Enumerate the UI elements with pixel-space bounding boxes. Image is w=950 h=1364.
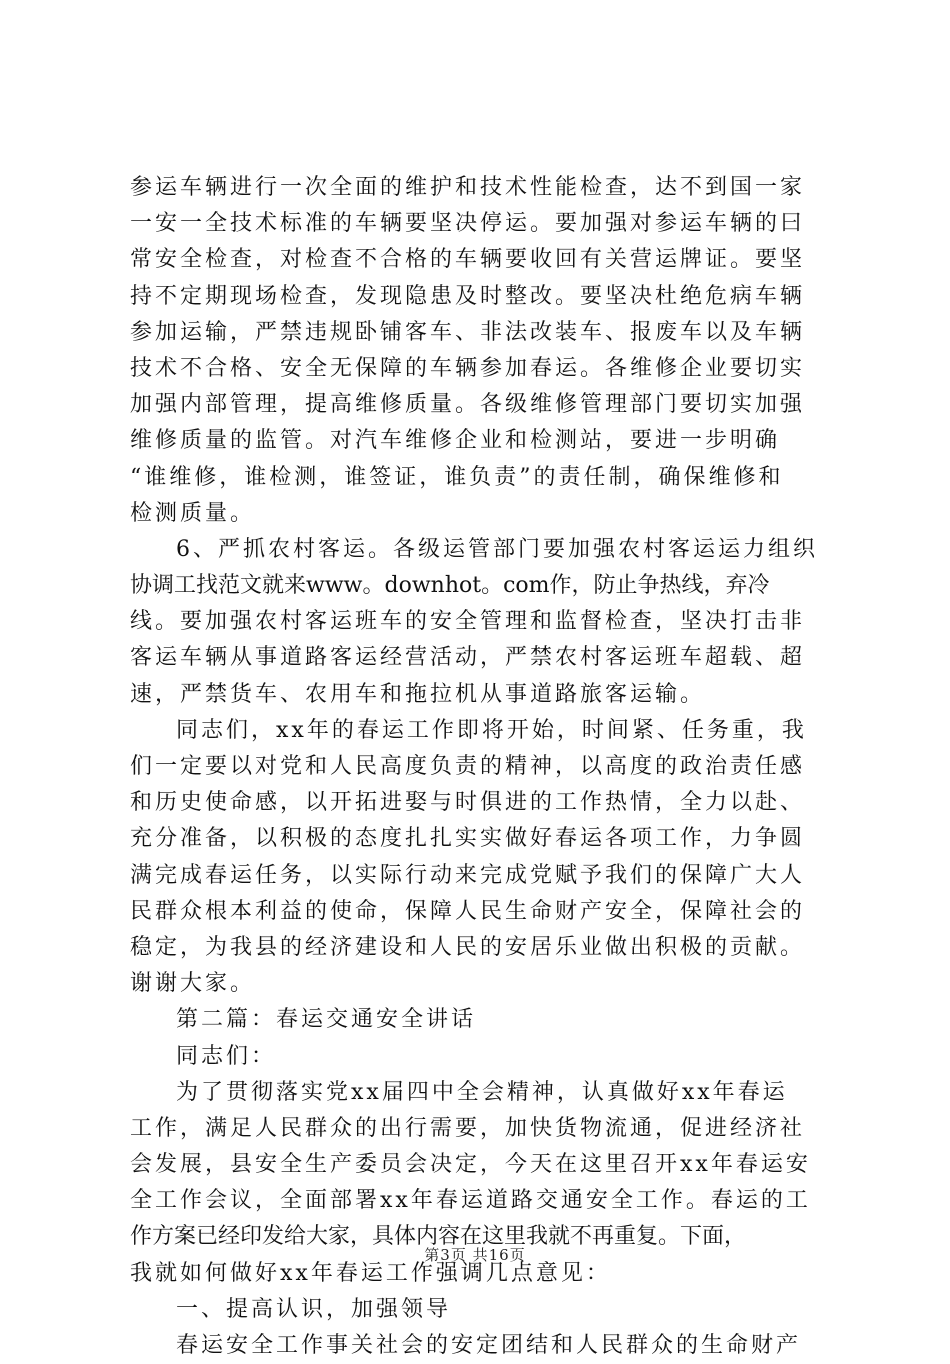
text-line: 谢谢大家。	[130, 971, 256, 997]
document-body	[130, 170, 830, 1364]
text-line: 和历史使命感，以开拓进娶与时俱进的工作热情，全力以赴、	[130, 790, 806, 816]
text-line: 同志们，xx年的春运工作即将开始，时间紧、任务重，我	[176, 717, 807, 743]
text-line: 维修质量的监管。对汽车维修企业和检测站，要进一步明确	[130, 428, 781, 454]
text-line: 第二篇：春运交通安全讲话	[176, 1007, 477, 1033]
text-line: 满完成春运任务，以实际行动来完成党赋予我们的保障广大人	[130, 862, 806, 888]
text-line: 一安一全技术标准的车辆要坚决停运。要加强对参运车辆的曰	[130, 211, 806, 237]
text-line: 全工作会议，全面部署xx年春运道路交通安全工作。春运的工	[130, 1188, 811, 1214]
text-line: 工作，满足人民群众的出行需要，加快货物流通，促进经济社	[130, 1115, 806, 1141]
text-line: 作方案已经印发给大家，具体内容在这里我就不再重复。下面，	[130, 1224, 747, 1250]
text-line: 加强内部管理，提高维修质量。各级维修管理部门要切实加强	[130, 392, 806, 418]
text-line: 为了贯彻落实党xx届四中全会精神，认真做好xx年春运	[176, 1079, 788, 1105]
text-line: 同志们：	[176, 1043, 277, 1069]
text-line: 持不定期现场检查，发现隐患及时整改。要坚决杜绝危病车辆	[130, 283, 806, 309]
text-line: 一、提高认识，加强领导	[176, 1296, 452, 1322]
text-line: 6、严抓农村客运。各级运管部门要加强农村客运运力组织	[176, 536, 818, 562]
text-line: 速，严禁货车、农用车和拖拉机从事道路旅客运输。	[130, 681, 706, 707]
text-line: 常安全检查，对检查不合格的车辆要收回有关营运牌证。要坚	[130, 247, 806, 273]
text-line: 我就如何做好xx年春运工作强调几点意见：	[130, 1260, 611, 1286]
text-line: “谁维修，谁检测，谁签证，谁负责”的责任制，确保维修和	[130, 464, 784, 490]
text-line: 会发展，县安全生产委员会决定，今天在这里召开xx年春运安	[130, 1152, 811, 1178]
page-footer: 第3页 共16页	[424, 1246, 526, 1264]
text-line: 参加运输，严禁违规卧铺客车、非法改装车、报废车以及车辆	[130, 319, 806, 345]
text-line: 民群众根本利益的使命，保障人民生命财产安全，保障社会的	[130, 898, 806, 924]
text-line: 协调工找范文就来www。downhot。com作，防止争热线，弃冷	[130, 573, 770, 599]
text-line: 稳定，为我县的经济建设和人民的安居乐业做出积极的贡献。	[130, 934, 806, 960]
text-line: 们一定要以对党和人民高度负责的精神，以高度的政治责任感	[130, 754, 806, 779]
text-line: 客运车辆从事道路客运经营活动，严禁农村客运班车超载、超	[130, 645, 806, 671]
text-line: 春运安全工作事关社会的安定团结和人民群众的生命财产	[176, 1333, 802, 1358]
text-line: 检测质量。	[130, 500, 256, 526]
text-line: 充分准备，以积极的态度扎扎实实做好春运各项工作，力争圆	[130, 826, 806, 852]
text-line: 线。要加强农村客运班车的安全管理和监督检查，坚决打击非	[130, 609, 806, 635]
text-line: 参运车辆进行一次全面的维护和技术性能检查，达不到国一家	[130, 175, 806, 200]
text-line: 技术不合格、安全无保障的车辆参加春运。各维修企业要切实	[130, 355, 806, 381]
